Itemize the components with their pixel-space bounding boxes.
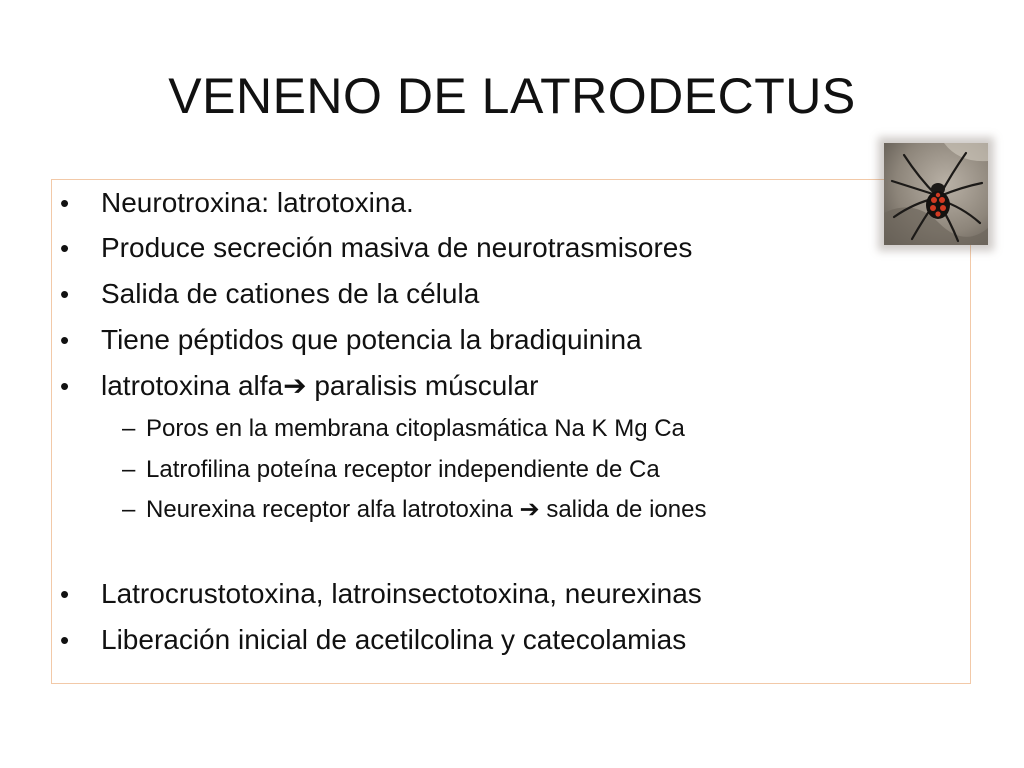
content-box xyxy=(51,179,971,684)
bullet-icon: • xyxy=(60,188,70,218)
bullet-icon: • xyxy=(60,325,70,355)
black-widow-spider-icon xyxy=(884,143,988,245)
subbullet-text: Latrofilina poteína receptor independiente de Ca xyxy=(146,456,660,483)
bullet-icon: • xyxy=(60,579,70,609)
subbullet-text-before: Neurexina receptor alfa latrotoxina xyxy=(146,496,520,523)
slide-title: VENENO DE LATRODECTUS xyxy=(168,68,856,124)
bullet-text-before: latrotoxina alfa xyxy=(101,370,284,401)
bullet-icon: • xyxy=(60,625,70,655)
bullet-text: Latrocrustotoxina, latroinsectotoxina, neurexinas xyxy=(101,578,702,609)
arrow-right-icon: ➔ xyxy=(519,496,540,523)
bullet-icon: • xyxy=(60,371,70,401)
subbullet-text xyxy=(146,490,706,530)
bullet-text: Neurotroxina: latrotoxina. xyxy=(101,187,414,218)
dash-icon: – xyxy=(122,456,136,483)
dash-icon: – xyxy=(122,496,136,523)
spider-photo xyxy=(884,143,988,245)
bullet-text-after: paralisis múscular xyxy=(306,370,539,401)
bullet-icon: • xyxy=(60,233,70,263)
bullet-text: Tiene péptidos que potencia la bradiquinina xyxy=(101,324,642,355)
dash-icon: – xyxy=(122,415,136,442)
bullet-text: Liberación inicial de acetilcolina y catecolamias xyxy=(101,624,687,655)
bullet-text: Salida de cationes de la célula xyxy=(101,278,480,309)
subbullet-text: Poros en la membrana citoplasmática Na K Mg Ca xyxy=(146,415,685,442)
subbullet-text-after: salida de iones xyxy=(539,496,707,523)
bullet-text: Produce secreción masiva de neurotrasmisores xyxy=(101,232,693,263)
bullet-icon: • xyxy=(60,279,70,309)
arrow-right-icon: ➔ xyxy=(283,370,307,401)
bullet-text xyxy=(101,363,538,409)
